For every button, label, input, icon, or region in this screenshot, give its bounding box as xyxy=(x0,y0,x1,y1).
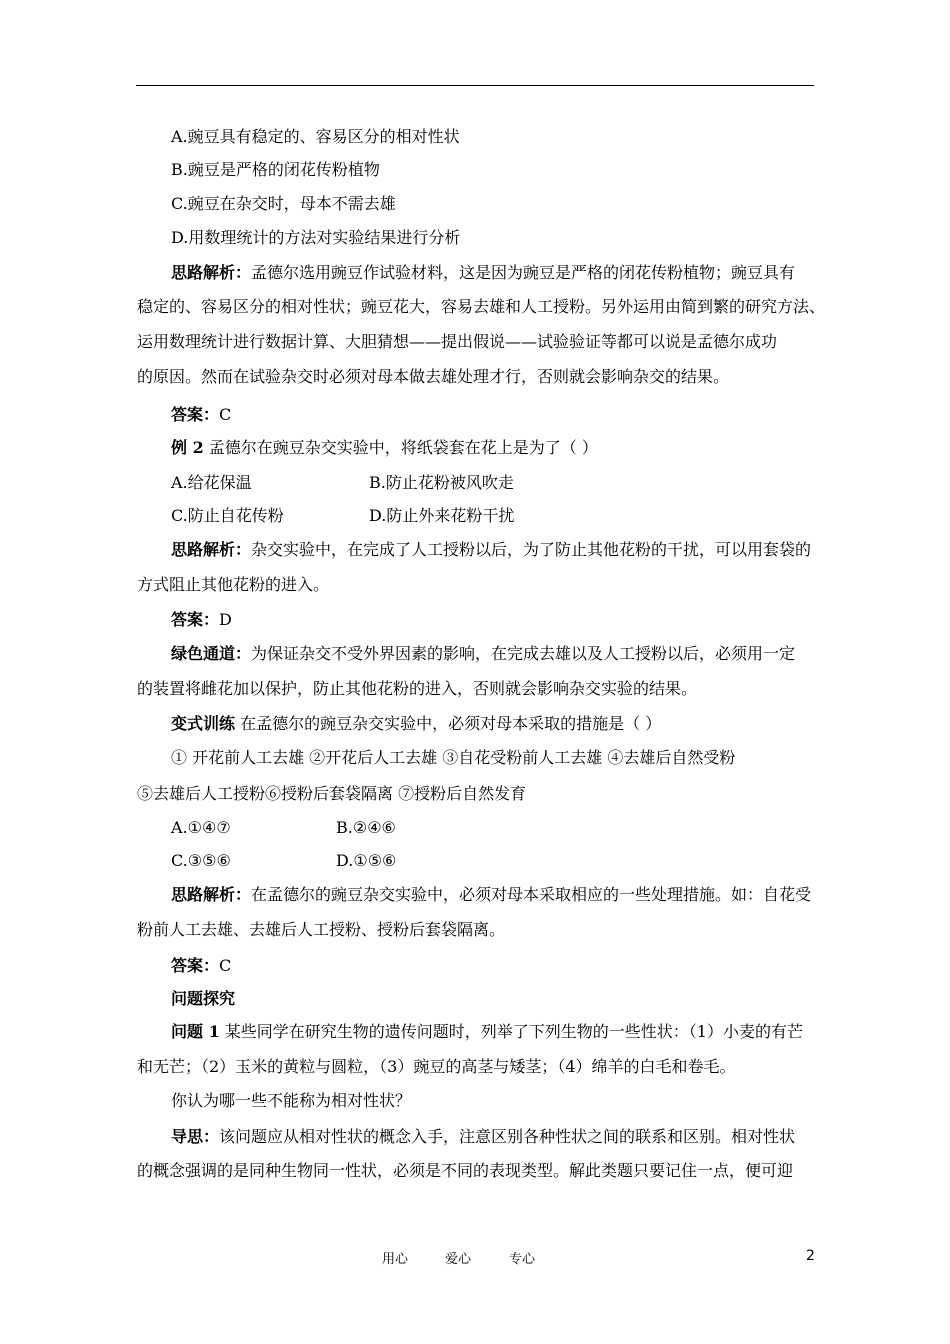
analysis-line xyxy=(171,539,811,561)
analysis-line: 的原因。然而在试验杂交时必须对母本做去雄处理才行，否则就会影响杂交的结果。 xyxy=(137,367,730,386)
footer-text: 爱心 xyxy=(445,1252,472,1267)
green-channel-line: 的装置将雌花加以保护，防止其他花粉的进入，否则就会影响杂交实验的结果。 xyxy=(137,679,698,698)
footer-text: 用心 xyxy=(382,1252,409,1267)
option-a: A.给花保温 xyxy=(171,473,252,492)
inquiry-line: 你认为哪一些不能称为相对性状？ xyxy=(171,1091,412,1110)
analysis-line xyxy=(171,884,811,906)
answer-label: 答案： xyxy=(171,610,220,629)
answer-line xyxy=(171,404,231,426)
analysis-label: 思路解析： xyxy=(171,263,252,282)
variant-label: 变式训练 xyxy=(171,714,236,733)
analysis-label: 思路解析： xyxy=(171,540,252,559)
question-2 xyxy=(171,437,598,459)
analysis-text: 孟德尔选用豌豆作试验材料，这是因为豌豆是严格的闭花传粉植物；豌豆具有 xyxy=(251,263,796,282)
inquiry-question xyxy=(171,1021,803,1043)
answer-line xyxy=(171,609,232,631)
analysis-line: 方式阻止其他花粉的进入。 xyxy=(137,575,330,594)
option-c: C.防止自花传粉 xyxy=(171,506,284,525)
option-b: B.防止花粉被风吹走 xyxy=(369,473,514,492)
variant-stem: 在孟德尔的豌豆杂交实验中，必须对母本采取的措施是（ ） xyxy=(235,714,662,733)
option-b: B.②④⑥ xyxy=(336,818,396,837)
section-heading: 问题探究 xyxy=(171,989,236,1008)
analysis-line: 粉前人工去雄、去雄后人工授粉、授粉后套袋隔离。 xyxy=(137,920,506,939)
analysis-line xyxy=(171,262,795,284)
analysis-line: 运用数理统计进行数据计算、大胆猜想——提出假说——试验验证等都可以说是孟德尔成功 xyxy=(137,332,778,351)
answer-line xyxy=(171,955,231,977)
variant-items: ① 开花前人工去雄 ②开花后人工去雄 ③自花受粉前人工去雄 ④去雄后自然受粉 xyxy=(171,748,736,767)
page-number: 2 xyxy=(806,1248,815,1264)
variant-training xyxy=(171,713,661,735)
variant-items: ⑤去雄后人工授粉⑥授粉后套袋隔离 ⑦授粉后自然发育 xyxy=(137,784,527,803)
guide-label: 导思： xyxy=(171,1127,220,1146)
green-label: 绿色通道： xyxy=(171,644,252,663)
green-text: 为保证杂交不受外界因素的影响，在完成去雄以及人工授粉以后，必须用一定 xyxy=(251,644,796,663)
option-a: A.①④⑦ xyxy=(171,818,231,837)
analysis-label: 思路解析： xyxy=(171,885,252,904)
option-d: D.防止外来花粉干扰 xyxy=(369,506,515,525)
option-b: B.豌豆是严格的闭花传粉植物 xyxy=(171,160,380,179)
guide-line xyxy=(171,1126,795,1148)
footer-text: 专心 xyxy=(509,1252,536,1267)
guide-text: 该问题应从相对性状的概念入手，注意区别各种性状之间的联系和区别。相对性状 xyxy=(219,1127,796,1146)
header-rule xyxy=(136,85,814,86)
analysis-text: 杂交实验中，在完成了人工授粉以后，为了防止其他花粉的干扰，可以用套袋的 xyxy=(251,540,812,559)
analysis-line: 稳定的、容易区分的相对性状；豌豆花大，容易去雄和人工授粉。另外运用由简到繁的研究方法、 xyxy=(137,297,826,316)
inquiry-line: 和无芒；（2）玉米的黄粒与圆粒，（3）豌豆的高茎与矮茎；（4）绵羊的白毛和卷毛。 xyxy=(137,1057,736,1076)
option-c: C.豌豆在杂交时，母本不需去雄 xyxy=(171,194,396,213)
option-c: C.③⑤⑥ xyxy=(171,851,231,870)
answer-value: D xyxy=(219,610,232,629)
answer-value: C xyxy=(219,405,232,424)
answer-label: 答案： xyxy=(171,956,220,975)
answer-label: 答案： xyxy=(171,405,220,424)
inquiry-text: 某些同学在研究生物的遗传问题时，列举了下列生物的一些性状：（1）小麦的有芒 xyxy=(219,1022,803,1041)
option-a: A.豌豆具有稳定的、容易区分的相对性状 xyxy=(171,127,460,146)
green-channel xyxy=(171,643,795,665)
question-label: 例 2 xyxy=(171,438,204,457)
analysis-text: 在孟德尔的豌豆杂交实验中，必须对母本采取相应的一些处理措施。如：自花受 xyxy=(251,885,812,904)
option-d: D.用数理统计的方法对实验结果进行分析 xyxy=(171,228,461,247)
inquiry-label: 问题 1 xyxy=(171,1022,220,1041)
option-d: D.①⑤⑥ xyxy=(336,851,397,870)
question-stem: 孟德尔在豌豆杂交实验中，将纸袋套在花上是为了（ ） xyxy=(203,438,598,457)
answer-value: C xyxy=(219,956,232,975)
guide-line: 的概念强调的是同种生物同一性状，必须是不同的表现类型。解此类题只要记住一点，便可迎 xyxy=(137,1161,794,1180)
